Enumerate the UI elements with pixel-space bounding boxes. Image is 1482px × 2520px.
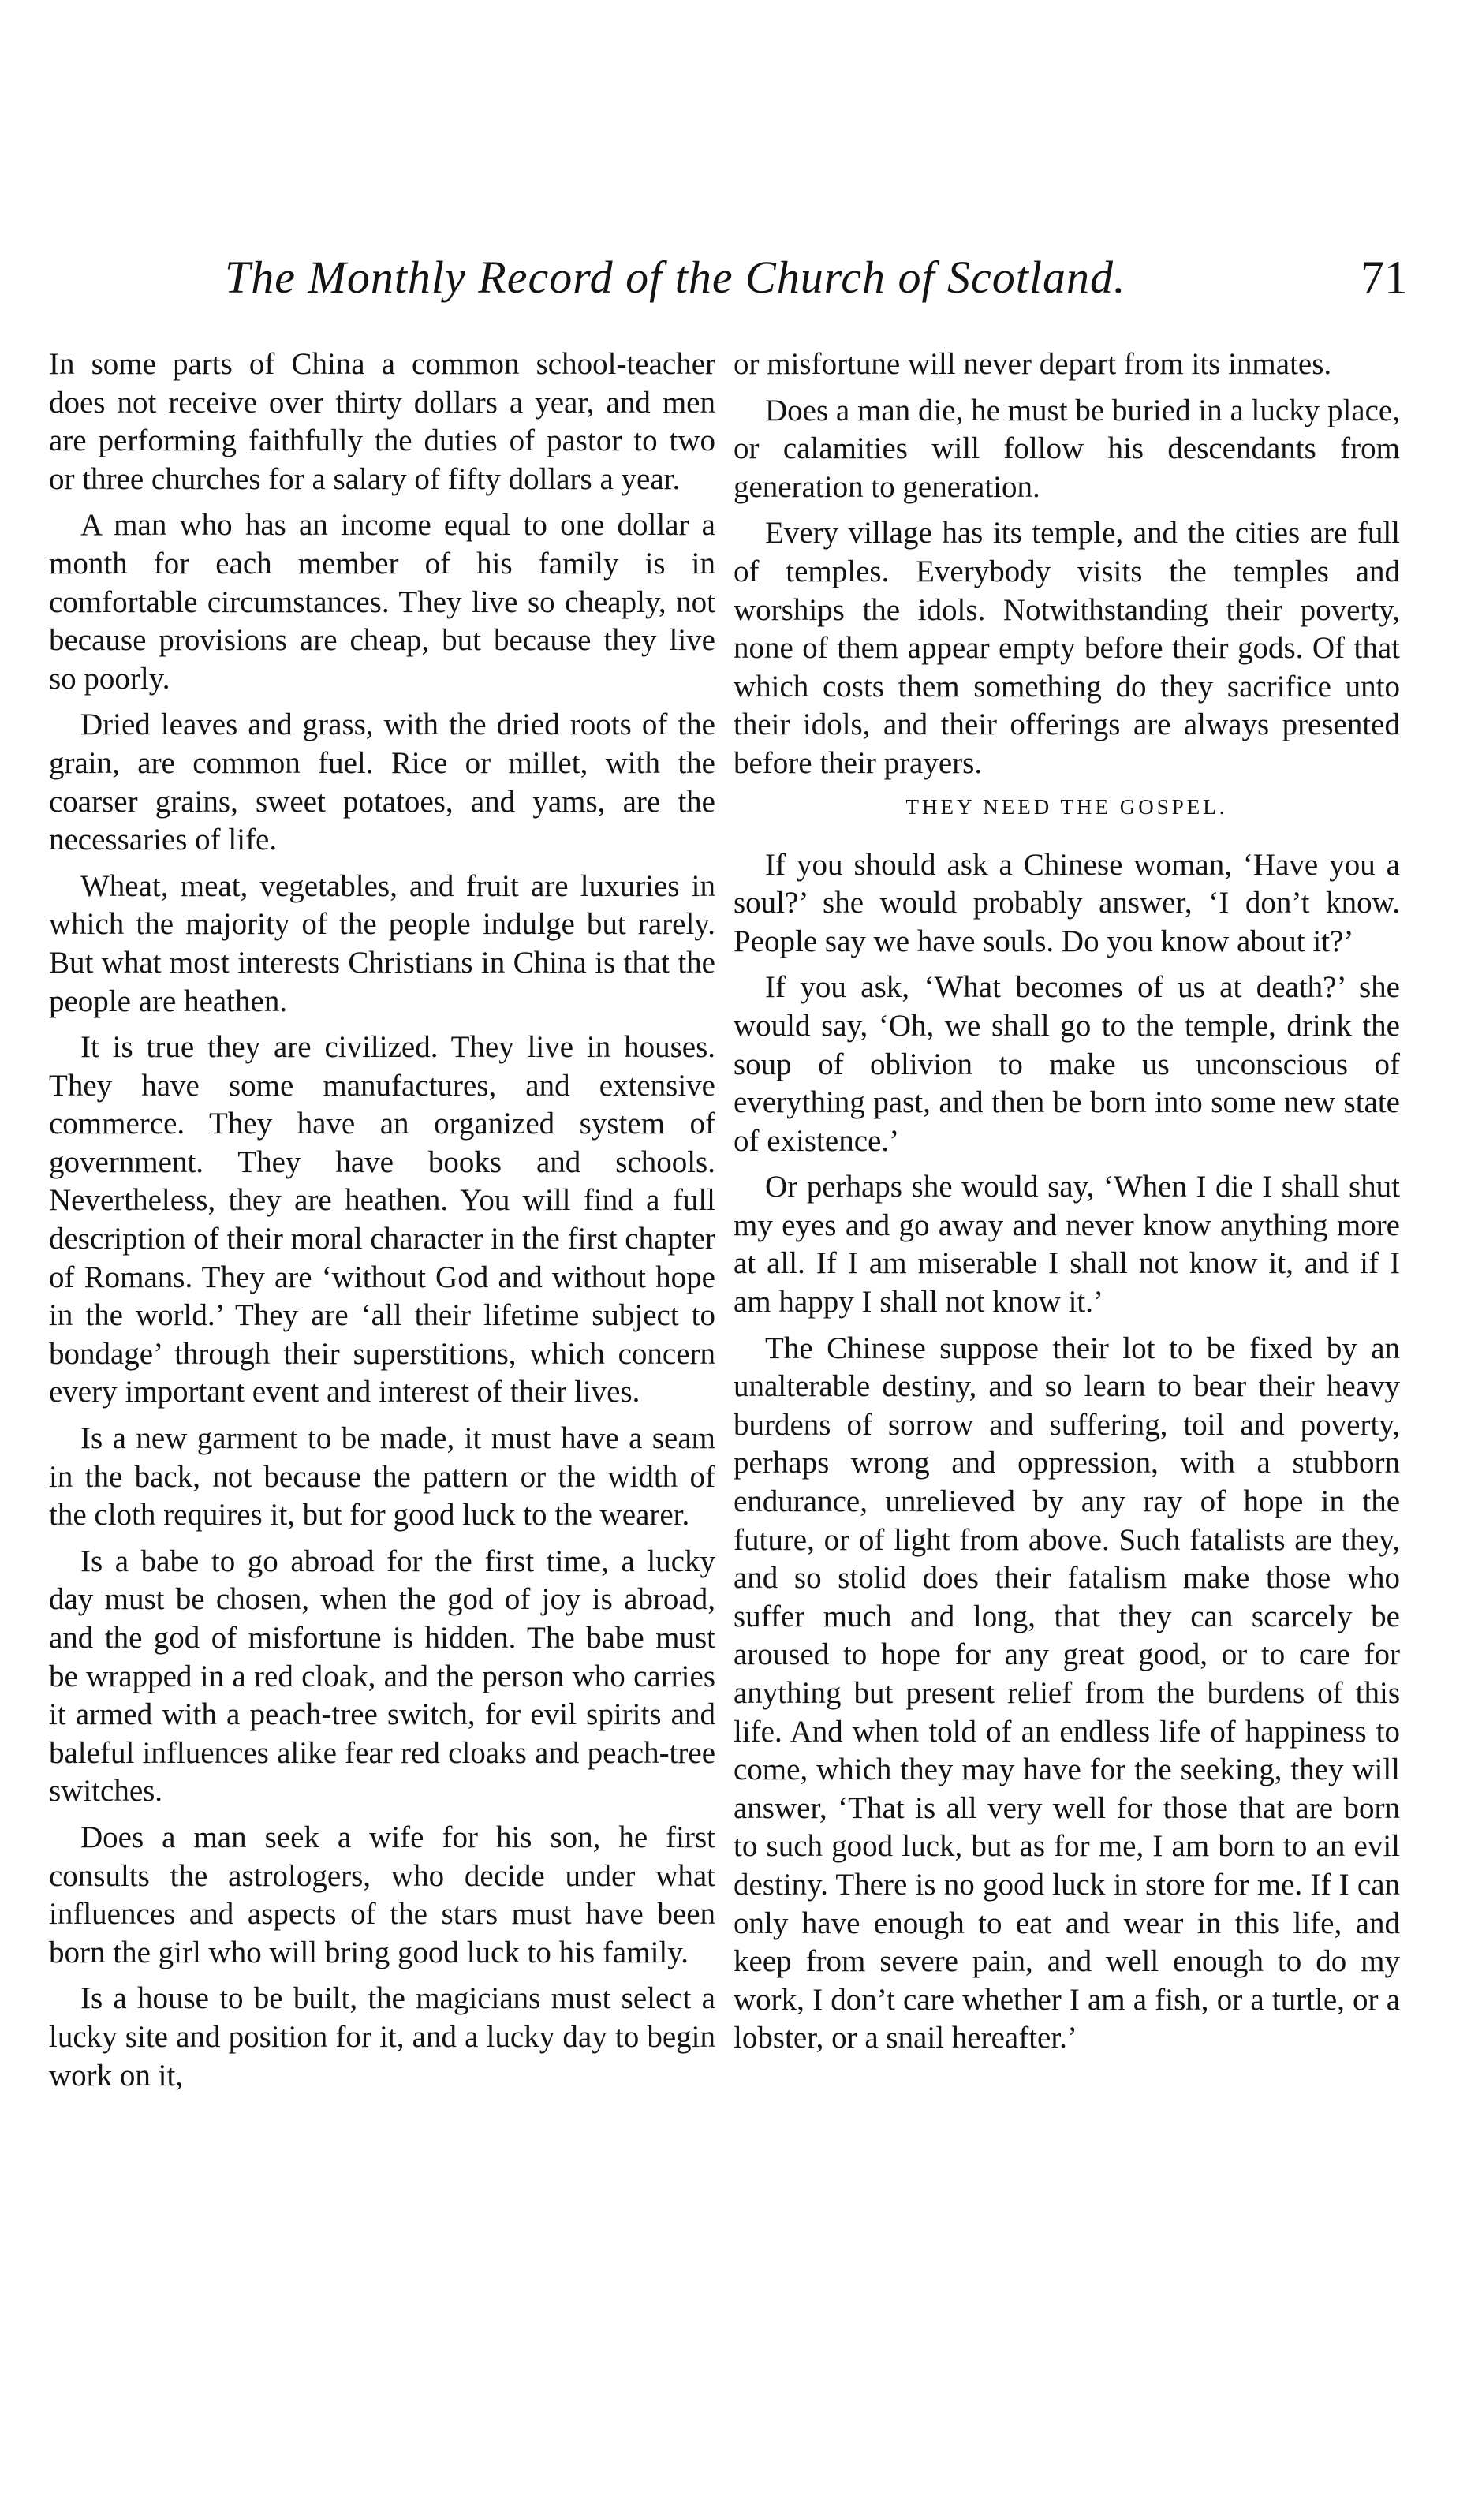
- journal-title: The Monthly Record of the Church of Scotland.: [225, 252, 1126, 303]
- paragraph: It is true they are civilized. They live in houses. They have some manufactures, and extensive commerce. They have an organized system of government. They have books and schools. Nevertheless, they are heathen. You will find a full description of their moral character in the first chapter of Romans. They are ‘without God and without hope in the world.’ They are ‘all their lifetime subject to bondage’ through their superstitions, which concern every important event and interest of their lives.: [49, 1030, 715, 1409]
- running-header: [225, 251, 1408, 314]
- paragraph: Dried leaves and grass, with the dried roots of the grain, are common fuel. Rice or millet, with the coarser grains, sweet potatoes, and yams, are the necessaries of life.: [49, 707, 715, 857]
- paragraph: Or perhaps she would say, ‘When I die I shall shut my eyes and go away and never know anything more at all. If I am miserable I shall not know it, and if I am happy I shall not know it.’: [734, 1170, 1400, 1320]
- paragraph: In some parts of China a common school-teacher does not receive over thirty dollars a year, and men are performing faithfully the duties of pastor to two or three churches for a salary of fifty dollars a year.: [49, 347, 715, 496]
- left-column: [49, 345, 715, 2103]
- paragraph: A man who has an income equal to one dollar a month for each member of his family is in comfortable circumstances. They live so cheaply, not because provisions are cheap, but because they live so poorly.: [49, 508, 715, 696]
- paragraph: Does a man seek a wife for his son, he first consults the astrologers, who decide under what influences and aspects of the stars must have been born the girl who will bring good luck to his family.: [49, 1820, 715, 1969]
- paragraph: Every village has its temple, and the cities are full of temples. Everybody visits the temples and worships the idols. Notwithstanding their poverty, none of them appear empty before their gods. Of that which costs them something do they sacrifice unto their idols, and their offerings are always presented before their prayers.: [734, 516, 1400, 780]
- paragraph: Is a house to be built, the magicians must select a lucky site and position for it, and a lucky day to begin work on it,: [49, 1981, 715, 2093]
- paragraph: or misfortune will never depart from its inmates.: [734, 347, 1332, 381]
- paragraph: If you should ask a Chinese woman, ‘Have you a soul?’ she would probably answer, ‘I don’t know. People say we have souls. Do you know about it?’: [734, 847, 1400, 958]
- page-number: 71: [1361, 252, 1408, 304]
- paragraph: Is a babe to go abroad for the first time, a lucky day must be chosen, when the god of joy is abroad, and the god of misfortune is hidden. The babe must be wrapped in a red cloak, and the person who carries it armed with a peach-tree switch, for evil spirits and baleful influences alike fear red cloaks and peach-tree switches.: [49, 1544, 715, 1809]
- paragraph: If you ask, ‘What becomes of us at death?’ she would say, ‘Oh, we shall go to the temple, drink the soup of oblivion to make us unconscious of everything past, and then be born into some new state of existence.’: [734, 970, 1400, 1158]
- section-heading: THEY NEED THE GOSPEL.: [905, 794, 1228, 819]
- right-column: [734, 345, 1400, 2066]
- paragraph: The Chinese suppose their lot to be fixed by an unalterable destiny, and so learn to bear their heavy burdens of sorrow and suffering, toil and poverty, perhaps wrong and oppression, with a stubborn endurance, unrelieved by any ray of hope in the future, or of light from above. Such fatalists are they, and so stolid does their fatalism make those who suffer much and long, that they can scarcely be aroused to hope for any great good, or to care for anything but present relief from the burdens of this life. And when told of an endless life of happiness to come, which they may have for the seeking, they will answer, ‘That is all very well for those that are born to such good luck, but as for me, I am born to an evil destiny. There is no good luck in store for me. If I can only have enough to eat and wear in this life, and keep from severe pain, and well enough to do my work, I don’t care whether I am a fish, or a turtle, or a lobster, or a snail hereafter.’: [734, 1331, 1400, 2055]
- paragraph: Is a new garment to be made, it must have a seam in the back, not because the pattern or the width of the cloth requires it, but for good luck to the wearer.: [49, 1421, 715, 1533]
- paragraph: Wheat, meat, vegetables, and fruit are luxuries in which the majority of the people indulge but rarely. But what most interests Christians in China is that the people are heathen.: [49, 868, 715, 1018]
- paragraph: Does a man die, he must be buried in a lucky place, or calamities will follow his descendants from generation to generation.: [734, 393, 1400, 504]
